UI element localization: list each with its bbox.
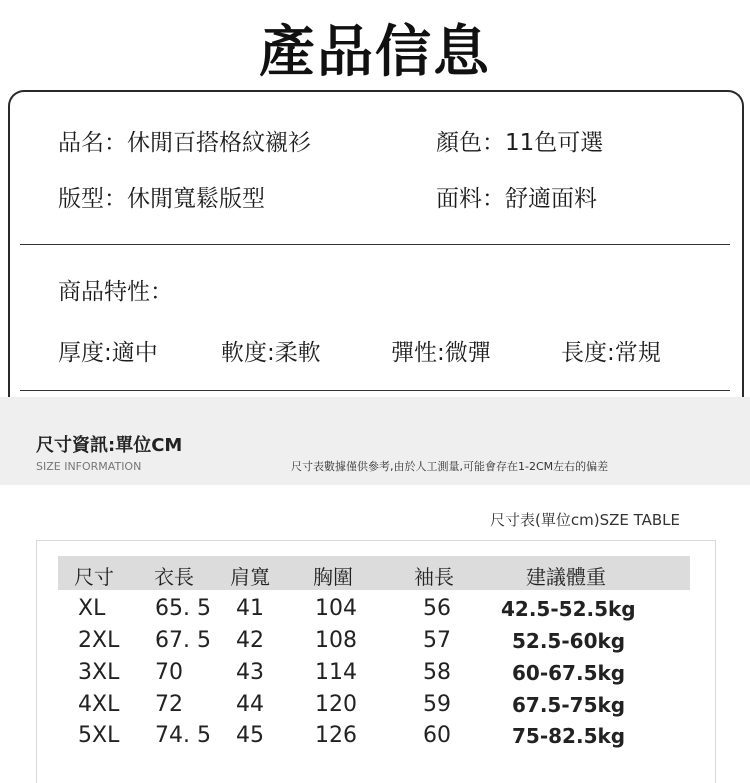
table-cell-weight: 42.5-52.5kg — [501, 597, 636, 621]
table-cell-length: 67. 5 — [155, 628, 211, 653]
table-cell-sleeve: 59 — [423, 692, 451, 717]
table-cell-weight: 52.5-60kg — [512, 629, 626, 653]
size-info-note: 尺寸表數據僅供參考,由於人工測量,可能會存在1-2CM左右的偏差 — [291, 460, 609, 473]
table-cell-chest: 120 — [315, 692, 357, 717]
table-cell-length: 72 — [155, 692, 183, 717]
size-table-caption: 尺寸表(單位cm)SZE TABLE — [490, 511, 680, 529]
feature-thickness: 厚度:適中 — [58, 340, 158, 366]
size-info-heading: 尺寸資訊:單位CM — [36, 435, 183, 456]
header-sleeve: 袖長 — [414, 565, 454, 589]
header-weight: 建議體重 — [526, 565, 606, 589]
features-heading: 商品特性： — [58, 279, 173, 305]
table-cell-sleeve: 58 — [423, 660, 451, 685]
table-cell-shoulder: 44 — [236, 692, 264, 717]
table-cell-size: 2XL — [78, 628, 120, 653]
table-cell-length: 65. 5 — [155, 596, 211, 621]
divider — [20, 390, 730, 391]
table-cell-sleeve: 56 — [423, 596, 451, 621]
divider — [20, 244, 730, 245]
header-size: 尺寸 — [74, 565, 114, 589]
table-cell-weight: 60-67.5kg — [512, 661, 626, 685]
table-cell-chest: 126 — [315, 723, 357, 748]
table-cell-chest: 114 — [315, 660, 357, 685]
table-cell-sleeve: 57 — [423, 628, 451, 653]
product-name: 品名：休閒百搭格紋襯衫 — [58, 130, 311, 156]
table-cell-shoulder: 45 — [236, 723, 264, 748]
table-cell-chest: 108 — [315, 628, 357, 653]
product-color: 顏色：11色可選 — [436, 130, 604, 156]
feature-softness: 軟度:柔軟 — [221, 340, 321, 366]
table-cell-shoulder: 41 — [236, 596, 264, 621]
feature-length: 長度:常規 — [561, 340, 661, 366]
table-cell-chest: 104 — [315, 596, 357, 621]
table-cell-length: 70 — [155, 660, 183, 685]
page-title: 產品信息 — [259, 20, 491, 85]
header-length: 衣長 — [154, 565, 194, 589]
table-cell-size: 3XL — [78, 660, 120, 685]
size-info-subheading: SIZE INFORMATION — [36, 460, 142, 473]
table-cell-weight: 67.5-75kg — [512, 693, 626, 717]
header-chest: 胸圍 — [313, 565, 353, 589]
table-cell-size: XL — [78, 596, 106, 621]
header-shoulder: 肩寬 — [230, 565, 270, 589]
table-cell-weight: 75-82.5kg — [512, 724, 626, 748]
table-cell-length: 74. 5 — [155, 723, 211, 748]
product-fabric: 面料：舒適面料 — [436, 186, 597, 212]
table-cell-size: 4XL — [78, 692, 120, 717]
table-cell-sleeve: 60 — [423, 723, 451, 748]
table-cell-size: 5XL — [78, 723, 120, 748]
feature-elasticity: 彈性:微彈 — [391, 340, 491, 366]
table-cell-shoulder: 43 — [236, 660, 264, 685]
product-fit: 版型：休閒寬鬆版型 — [58, 186, 265, 212]
table-cell-shoulder: 42 — [236, 628, 264, 653]
